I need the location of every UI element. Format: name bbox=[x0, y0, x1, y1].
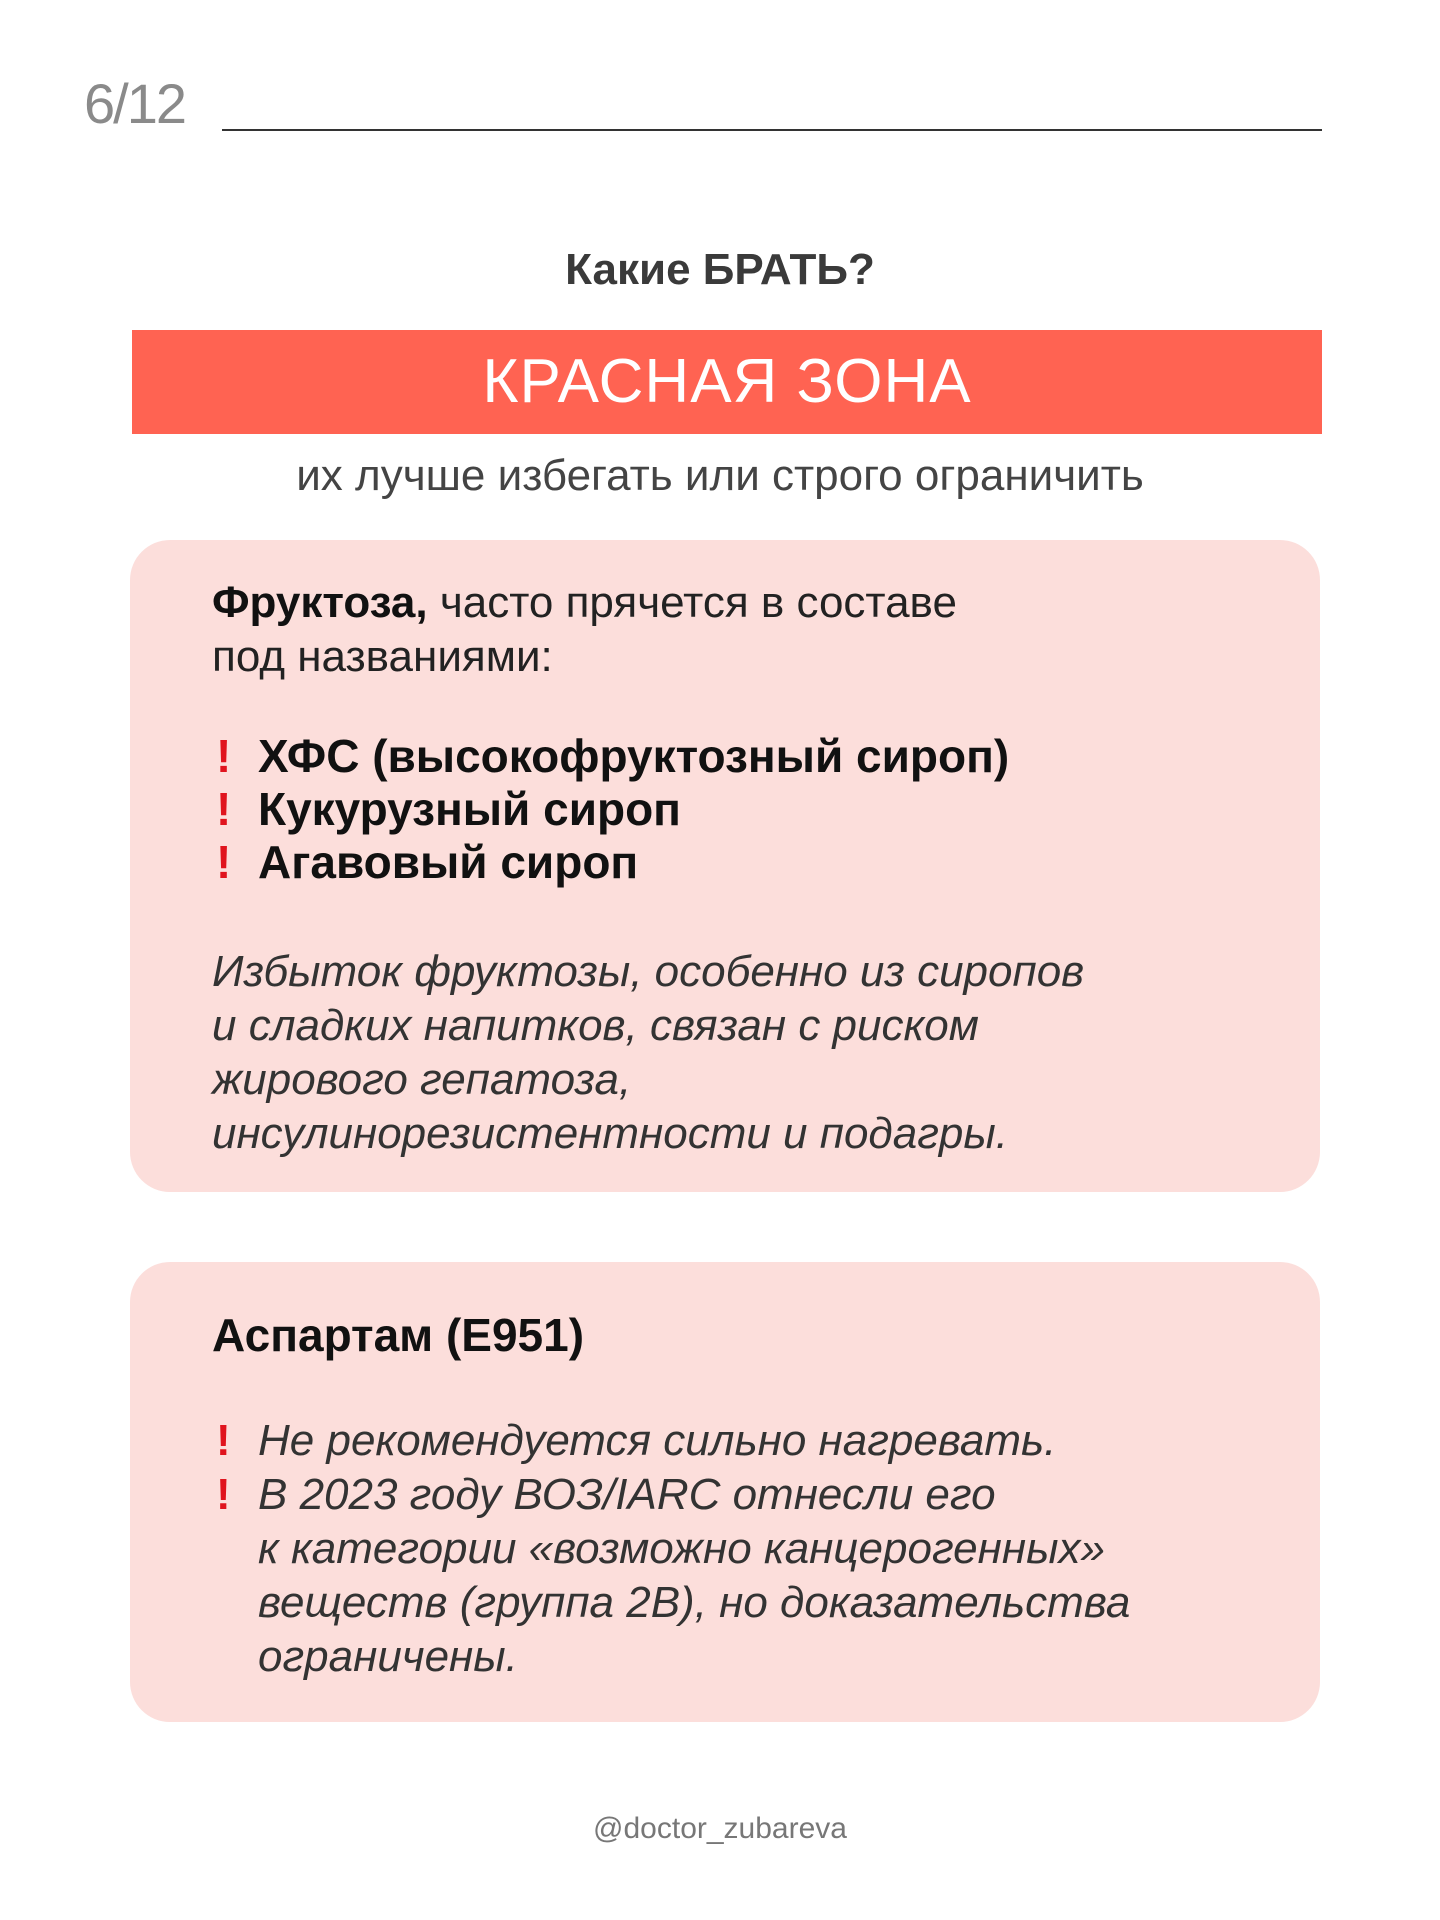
fructose-intro-line2: под названиями: bbox=[212, 632, 553, 681]
red-exclamation-icon: ! bbox=[216, 1470, 231, 1519]
fructose-note-line: Избыток фруктозы, особенно из сиропов bbox=[212, 947, 1085, 996]
red-exclamation-icon: ! bbox=[216, 1416, 231, 1465]
page-heading: Какие БРАТЬ? bbox=[565, 245, 875, 294]
red-exclamation-icon: ! bbox=[216, 783, 232, 835]
fructose-intro bbox=[212, 576, 1240, 684]
aspartame-warning-line: к категории «возможно канцерогенных» bbox=[258, 1524, 1105, 1573]
fructose-intro-line1: часто прячется в составе bbox=[439, 578, 957, 627]
syrup-name: Агавовый сироп bbox=[258, 836, 639, 888]
author-handle: @doctor_zubareva bbox=[593, 1812, 847, 1845]
aspartame-warning-line: ограничены. bbox=[258, 1632, 518, 1681]
fructose-note-line: и сладких напитков, связан с риском bbox=[212, 1001, 979, 1050]
list-item bbox=[212, 1468, 1240, 1684]
aspartame-warning-text bbox=[258, 1468, 1130, 1684]
list-item bbox=[212, 783, 1240, 836]
zone-subtitle: их лучше избегать или строго ограничить bbox=[296, 451, 1144, 500]
header-divider bbox=[222, 129, 1322, 131]
aspartame-card bbox=[130, 1262, 1320, 1722]
fructose-syrup-list bbox=[212, 730, 1240, 889]
red-exclamation-icon: ! bbox=[216, 836, 232, 888]
fructose-name: Фруктоза, bbox=[212, 578, 428, 627]
aspartame-warning-line: В 2023 году ВОЗ/IARC отнесли его bbox=[258, 1470, 996, 1519]
fructose-note-line: инсулинорезистентности и подагры. bbox=[212, 1109, 1008, 1158]
aspartame-warning-line: веществ (группа 2B), но доказательства bbox=[258, 1578, 1131, 1627]
list-item bbox=[212, 1414, 1240, 1468]
fructose-note-line: жирового гепатоза, bbox=[212, 1055, 632, 1104]
aspartame-warning-list bbox=[212, 1414, 1240, 1684]
fructose-card bbox=[130, 540, 1320, 1192]
list-item bbox=[212, 730, 1240, 783]
red-zone-label: КРАСНАЯ ЗОНА bbox=[482, 347, 972, 416]
list-item bbox=[212, 836, 1240, 889]
red-exclamation-icon: ! bbox=[216, 730, 232, 782]
syrup-name: ХФС (высокофруктозный сироп) bbox=[258, 730, 1010, 782]
syrup-name: Кукурузный сироп bbox=[258, 783, 681, 835]
fructose-note bbox=[212, 945, 1240, 1161]
red-zone-banner bbox=[132, 330, 1322, 434]
aspartame-warning-text: Не рекомендуется сильно нагревать. bbox=[258, 1416, 1057, 1465]
aspartame-title: Аспартам (Е951) bbox=[212, 1309, 585, 1361]
page-counter: 6/12 bbox=[84, 72, 185, 135]
